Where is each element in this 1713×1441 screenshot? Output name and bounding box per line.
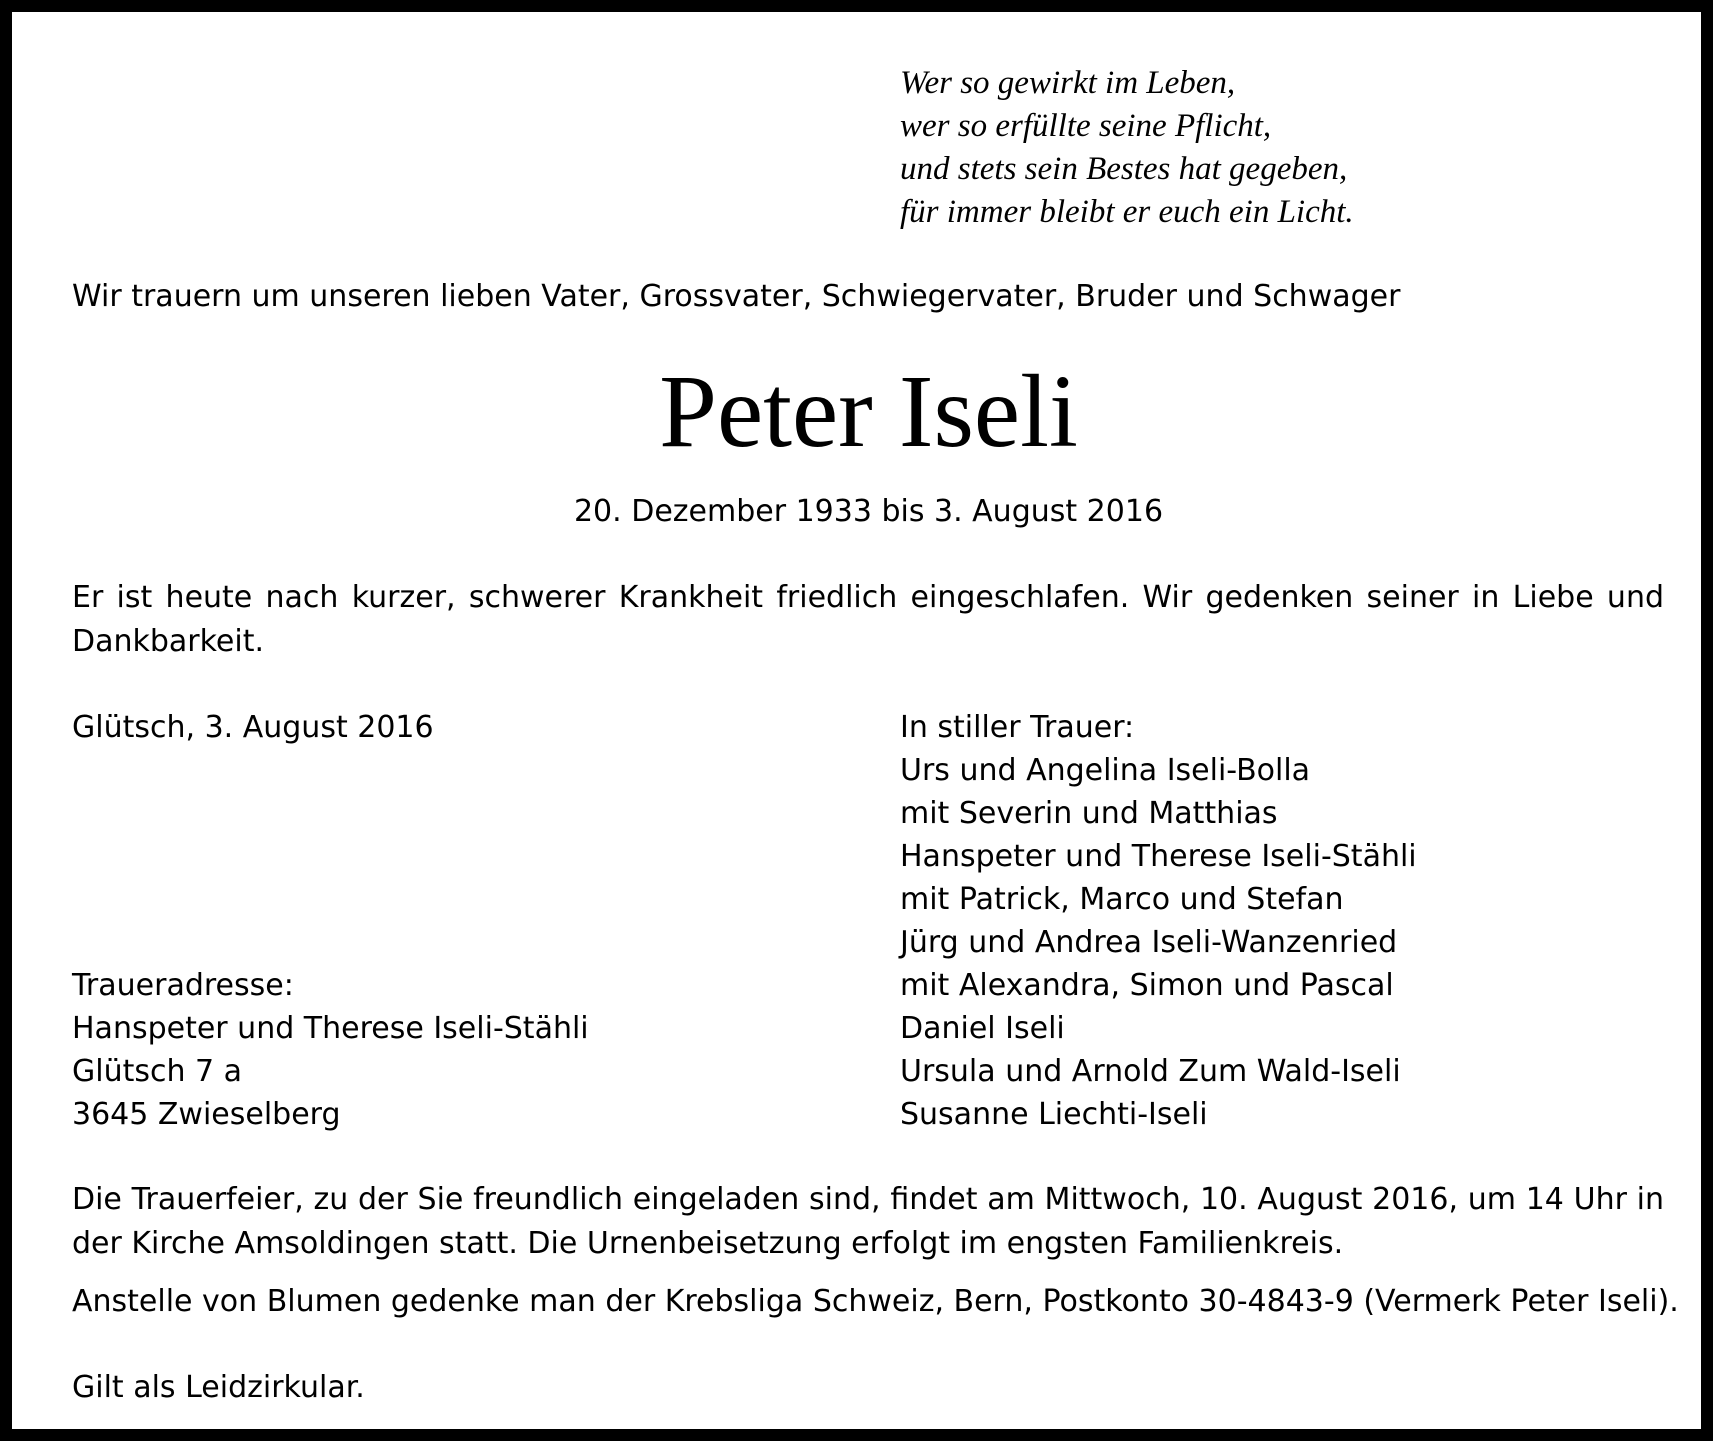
mourner-line: Ursula und Arnold Zum Wald-Iseli xyxy=(900,1054,1401,1089)
mourner-line: mit Severin und Matthias xyxy=(900,796,1278,831)
mourner-line: Daniel Iseli xyxy=(900,1011,1065,1046)
poem-line: für immer bleibt er euch ein Licht. xyxy=(900,194,1354,230)
mourner-line: Jürg und Andrea Iseli-Wanzenried xyxy=(900,925,1398,960)
mourner-line: mit Alexandra, Simon und Pascal xyxy=(900,968,1394,1003)
poem-line: wer so erfüllte seine Pflicht, xyxy=(900,108,1272,144)
address-line: Glütsch 7 a xyxy=(72,1054,243,1089)
address-heading: Traueradresse: xyxy=(72,968,294,1003)
mourners-heading: In stiller Trauer: xyxy=(900,710,1135,745)
mourning-address xyxy=(72,964,589,1136)
donation-text: Anstelle von Blumen gedenke man der Krebsliga Schweiz, Bern, Postkonto 30-4843-9 (Vermerk Peter Iseli). xyxy=(72,1284,1679,1319)
address-line: Hanspeter und Therese Iseli-Stähli xyxy=(72,1011,589,1046)
mourner-line: Susanne Liechti-Iseli xyxy=(900,1097,1208,1132)
intro-text: Wir trauern um unseren lieben Vater, Grossvater, Schwiegervater, Bruder und Schwager xyxy=(72,279,1401,314)
closing-text: Gilt als Leidzirkular. xyxy=(72,1370,365,1405)
mourner-line: Urs und Angelina Iseli-Bolla xyxy=(900,753,1311,788)
ceremony-text: Die Trauerfeier, zu der Sie freundlich eingeladen sind, findet am Mittwoch, 10. August 2016, um 14 Uhr in der Kirche Amsoldingen statt. Die Urnenbeisetzung erfolgt im engsten Familienkreis. xyxy=(72,1182,1664,1261)
place-date: Glütsch, 3. August 2016 xyxy=(72,710,434,745)
poem-line: und stets sein Bestes hat gegeben, xyxy=(900,151,1348,187)
announcement-text: Er ist heute nach kurzer, schwerer Krankheit friedlich eingeschlafen. Wir gedenken seiner in Liebe und Dankbarkeit. xyxy=(72,580,1664,659)
life-dates: 20. Dezember 1933 bis 3. August 2016 xyxy=(573,494,1164,529)
mourner-line: Hanspeter und Therese Iseli-Stähli xyxy=(900,839,1417,874)
mourners-list xyxy=(900,706,1417,1136)
address-line: 3645 Zwieselberg xyxy=(72,1097,341,1132)
poem xyxy=(900,62,1354,234)
mourner-line: mit Patrick, Marco und Stefan xyxy=(900,882,1344,917)
poem-line: Wer so gewirkt im Leben, xyxy=(900,65,1236,101)
deceased-name: Peter Iseli xyxy=(659,354,1078,469)
